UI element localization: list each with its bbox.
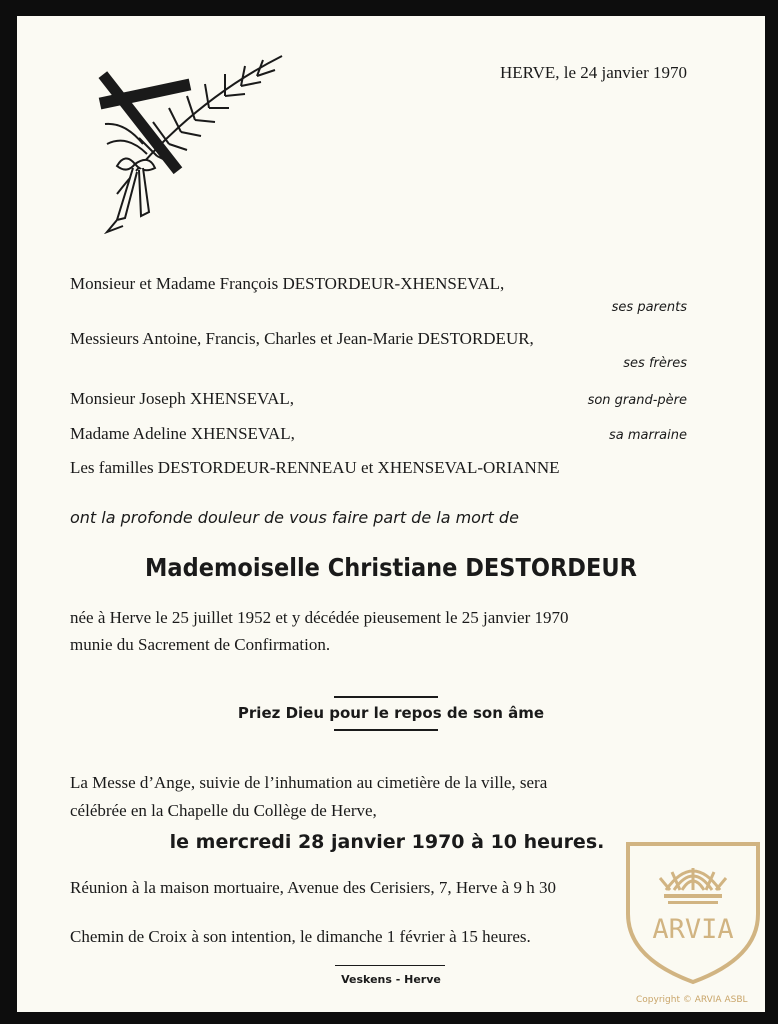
way-of-cross-line: Chemin de Croix à son intention, le dimanche 1 février à 15 heures.	[70, 927, 531, 946]
service-line-1: La Messe d’Ange, suivie de l’inhumation au cimetière de la ville, sera	[70, 773, 548, 792]
birth-death-line: née à Herve le 25 juillet 1952 et y décédée pieusement le 25 janvier 1970	[70, 608, 569, 627]
prayer-line: Priez Dieu pour le repos de son âme	[237, 704, 545, 722]
family-line-parents: Monsieur et Madame François DESTORDEUR-XHENSEVAL,	[70, 274, 505, 293]
family-line-families: Les familles DESTORDEUR-RENNEAU et XHENSEVAL-ORIANNE	[70, 458, 560, 477]
copyright-text: Copyright © ARVIA ASBL	[636, 995, 748, 1005]
relation-parents: ses parents	[611, 300, 687, 315]
service-line-2: célébrée en la Chapelle du Collège de Herve,	[70, 801, 377, 820]
family-line-brothers: Messieurs Antoine, Francis, Charles et Jean-Marie DESTORDEUR,	[70, 329, 534, 348]
watermark-text: ARVIA	[652, 914, 734, 945]
arvia-shield-icon	[622, 838, 764, 986]
gathering-line: Réunion à la maison mortuaire, Avenue des Cerisiers, 7, Herve à 9 h 30	[70, 878, 556, 897]
printer-rule	[335, 965, 445, 966]
printer-credit: Veskens - Herve	[341, 973, 441, 986]
place-date: HERVE, le 24 janvier 1970	[499, 63, 687, 82]
mass-date: le mercredi 28 janvier 1970 à 10 heures.	[169, 831, 605, 853]
relation-brothers: ses frères	[623, 356, 687, 371]
deceased-name: Mademoiselle Christiane DESTORDEUR	[145, 553, 637, 582]
relation-grandfather: son grand-père	[587, 393, 687, 408]
family-line-godmother: Madame Adeline XHENSEVAL,	[70, 424, 295, 443]
announcement: ont la profonde douleur de vous faire part de la mort de	[70, 508, 519, 527]
prayer-rule-top	[334, 696, 438, 698]
prayer-rule-bottom	[334, 729, 438, 731]
relation-godmother: sa marraine	[608, 428, 687, 443]
sacrament-line: munie du Sacrement de Confirmation.	[70, 635, 331, 654]
family-line-grandfather: Monsieur Joseph XHENSEVAL,	[70, 389, 294, 408]
cross-palm-ribbon-icon	[77, 44, 307, 234]
